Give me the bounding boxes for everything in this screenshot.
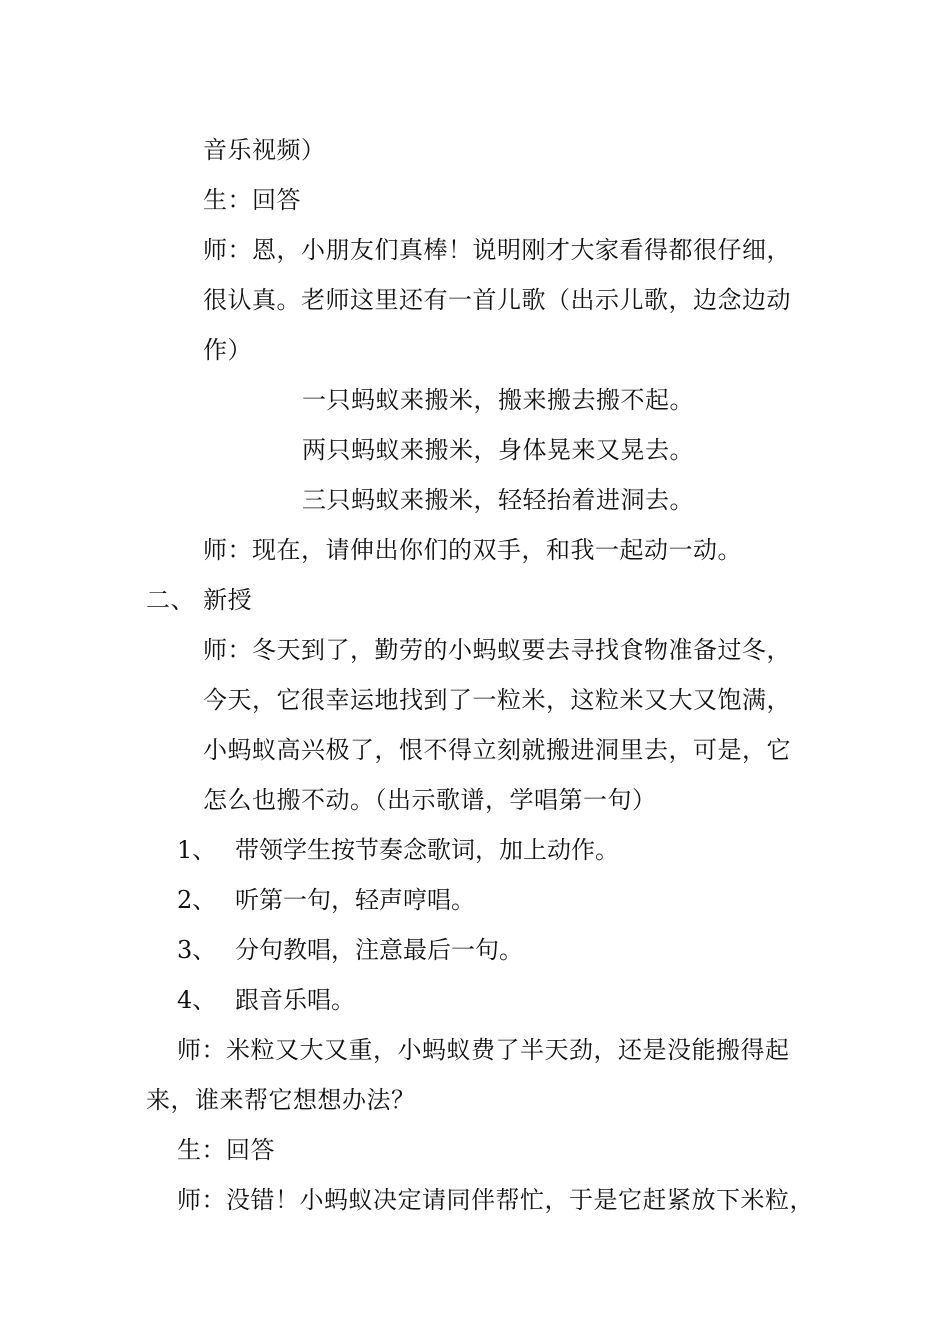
list-number: 4、 (177, 986, 217, 1014)
list-number: 2、 (177, 886, 217, 914)
poem-line: 两只蚂蚁来搬米，身体晃来又晃去。 (302, 436, 694, 464)
text-line: 音乐视频） (203, 136, 326, 164)
text-line: 今天，它很幸运地找到了一粒米，这粒米又大又饱满， (203, 686, 791, 714)
poem-line: 一只蚂蚁来搬米，搬来搬去搬不起。 (302, 386, 694, 414)
list-item (177, 985, 355, 1015)
list-number: 1、 (177, 836, 217, 864)
list-text: 分句教唱，注意最后一句。 (235, 936, 523, 964)
text-line: 怎么也搬不动。（出示歌谱，学唱第一句） (203, 786, 657, 814)
text-line: 师：恩，小朋友们真棒！说明刚才大家看得都很仔细， (203, 236, 791, 264)
text-line: 小蚂蚁高兴极了，恨不得立刻就搬进洞里去，可是，它 (203, 736, 791, 764)
text-line: 师：米粒又大又重，小蚂蚁费了半天劲，还是没能搬得起 (177, 1036, 790, 1064)
text-line: 生：回答 (203, 186, 301, 214)
text-line: 作） (203, 336, 252, 364)
text-line: 生：回答 (177, 1136, 275, 1164)
text-line: 师：现在，请伸出你们的双手，和我一起动一动。 (203, 536, 742, 564)
list-text: 听第一句，轻声哼唱。 (235, 886, 475, 914)
text-line: 师：冬天到了，勤劳的小蚂蚁要去寻找食物准备过冬， (203, 636, 791, 664)
text-line: 来，谁来帮它想想办法？ (146, 1086, 416, 1114)
poem-line: 三只蚂蚁来搬米，轻轻抬着进洞去。 (302, 486, 694, 514)
list-text: 跟音乐唱。 (235, 986, 355, 1014)
list-item (177, 935, 523, 965)
list-number: 3、 (177, 936, 217, 964)
section-heading: 二、 新授 (146, 586, 253, 614)
list-text: 带领学生按节奏念歌词，加上动作。 (235, 836, 619, 864)
text-line: 很认真。老师这里还有一首儿歌（出示儿歌，边念边动 (203, 286, 791, 314)
text-line: 师：没错！小蚂蚁决定请同伴帮忙，于是它赶紧放下米粒， (177, 1186, 814, 1214)
list-item (177, 835, 619, 865)
list-item (177, 885, 475, 915)
